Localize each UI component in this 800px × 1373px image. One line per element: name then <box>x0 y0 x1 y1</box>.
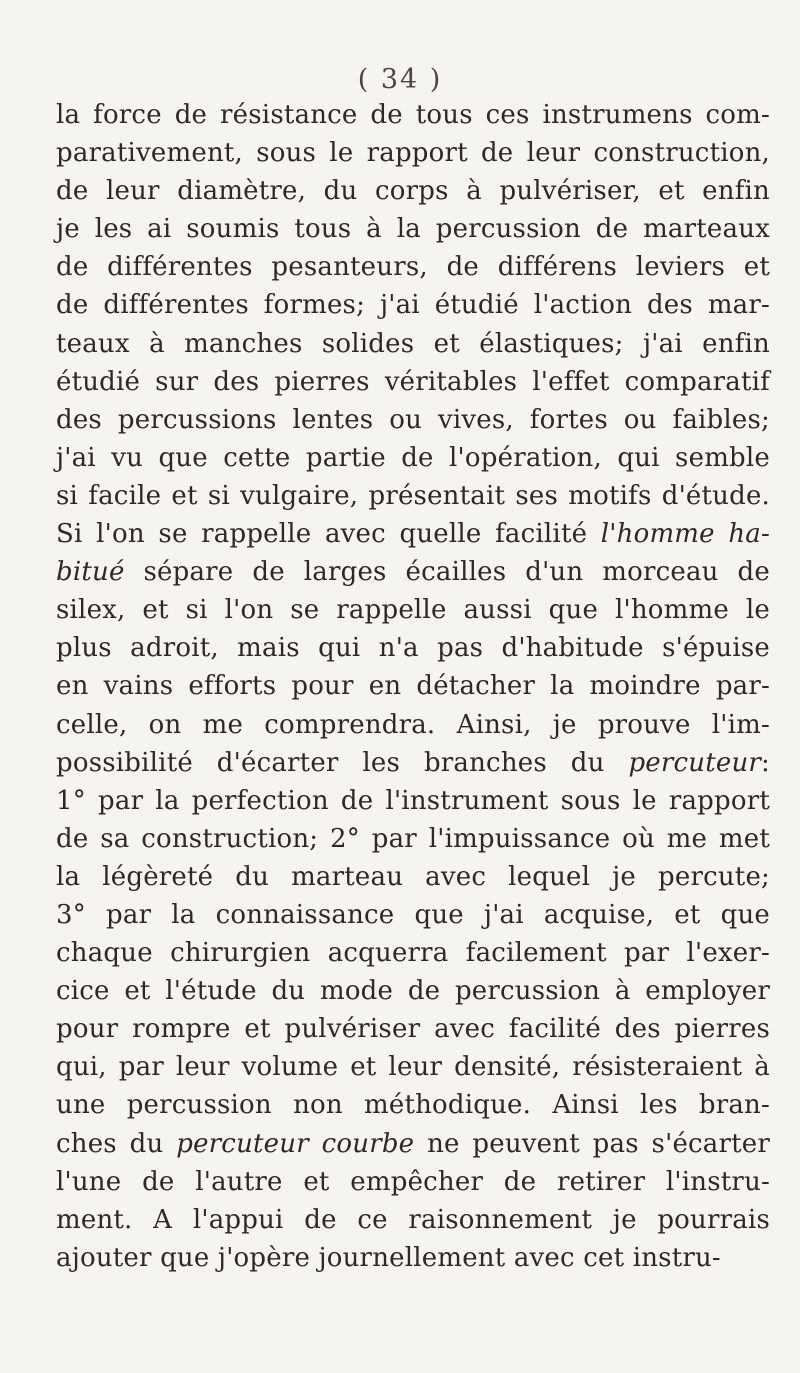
text-segment: l'une de l'autre et empêcher de retirer l'instru- <box>56 1166 770 1197</box>
italic-text: percuteur <box>628 747 762 778</box>
text-line <box>56 1239 770 1277</box>
text-segment: Si l'on se rappelle avec quelle facilité <box>56 519 601 550</box>
text-line <box>56 515 770 553</box>
text-segment: sépare de larges écailles d'un morceau de <box>124 557 770 588</box>
text-segment: silex, et si l'on se rappelle aussi que l'homme le <box>56 595 770 626</box>
text-segment: pour rompre et pulvériser avec facilité des pierres <box>56 1014 770 1045</box>
text-segment: ajouter que j'opère journellement avec cet instru- <box>56 1242 721 1273</box>
text-segment: 1° par la perfection de l'instrument sous le rapport <box>56 785 770 816</box>
text-segment: de leur diamètre, du corps à pulvériser, et enfin <box>56 176 770 207</box>
text-segment: cice et l'étude du mode de percussion à employer <box>56 976 770 1007</box>
text-line <box>56 1163 770 1201</box>
text-line <box>56 667 770 705</box>
text-segment: la légèreté du marteau avec lequel je percute; <box>56 861 770 892</box>
text-segment: de sa construction; 2° par l'impuissance où me met <box>56 823 770 854</box>
text-line <box>56 477 770 515</box>
text-line <box>56 1048 770 1086</box>
text-line <box>56 972 770 1010</box>
text-segment: celle, on me comprendra. Ainsi, je prouve l'im- <box>56 709 770 740</box>
text-segment: de différentes formes; j'ai étudié l'action des mar- <box>56 290 770 321</box>
text-segment: des percussions lentes ou vives, fortes ou faibles; <box>56 404 770 435</box>
italic-text: bitué <box>56 557 125 588</box>
text-line <box>56 96 770 134</box>
text-segment: la force de résistance de tous ces instrumens com- <box>56 100 770 130</box>
text-segment: ment. A l'appui de ce raisonnement je pourrais <box>56 1204 770 1235</box>
text-segment: teaux à manches solides et élastiques; j'ai enfin <box>56 328 770 359</box>
text-line <box>56 210 770 248</box>
text-segment: de différentes pesanteurs, de différens leviers et <box>56 252 770 283</box>
text-line <box>56 553 770 591</box>
text-line <box>56 363 770 401</box>
text-segment: chaque chirurgien acquerra facilement par l'exer- <box>56 938 770 969</box>
text-segment: 3° par la connaissance que j'ai acquise, et que <box>56 899 770 930</box>
text-line <box>56 782 770 820</box>
text-line <box>56 858 770 896</box>
text-line <box>56 1086 770 1124</box>
text-line <box>56 1125 770 1163</box>
text-segment: une percussion non méthodique. Ainsi les bran- <box>56 1090 770 1121</box>
text-line <box>56 896 770 934</box>
text-line <box>56 1201 770 1239</box>
text-line <box>56 744 770 782</box>
text-line <box>56 401 770 439</box>
text-segment: ne peuvent pas s'écarter <box>414 1128 770 1159</box>
text-line <box>56 134 770 172</box>
text-segment: je les ai soumis tous à la percussion de marteaux <box>56 214 770 245</box>
text-line <box>56 286 770 324</box>
text-segment: possibilité d'écarter les branches du <box>56 747 629 778</box>
text-line <box>56 706 770 744</box>
text-line <box>56 439 770 477</box>
text-line <box>56 934 770 972</box>
text-line <box>56 591 770 629</box>
text-line <box>56 629 770 667</box>
italic-text: l'homme ha- <box>600 519 770 550</box>
text-segment: j'ai vu que cette partie de l'opération, qui semble <box>56 442 770 473</box>
text-line <box>56 172 770 210</box>
text-segment: qui, par leur volume et leur densité, résisteraient à <box>56 1052 770 1083</box>
text-segment: ches du <box>56 1128 177 1159</box>
text-line <box>56 1010 770 1048</box>
text-segment: : <box>761 747 770 778</box>
text-line <box>56 820 770 858</box>
text-segment: plus adroit, mais qui n'a pas d'habitude s'épuise <box>56 633 770 664</box>
text-segment: parativement, sous le rapport de leur construction, <box>56 138 770 169</box>
text-line <box>56 325 770 363</box>
text-segment: étudié sur des pierres véritables l'effet comparatif <box>56 366 770 397</box>
italic-text: percuteur courbe <box>176 1128 415 1159</box>
body-text <box>56 96 770 1277</box>
text-segment: si facile et si vulgaire, présentait ses motifs d'étude. <box>56 480 770 511</box>
text-segment: en vains efforts pour en détacher la moindre par- <box>56 671 770 702</box>
text-line <box>56 248 770 286</box>
page-number: ( 34 ) <box>357 64 443 95</box>
